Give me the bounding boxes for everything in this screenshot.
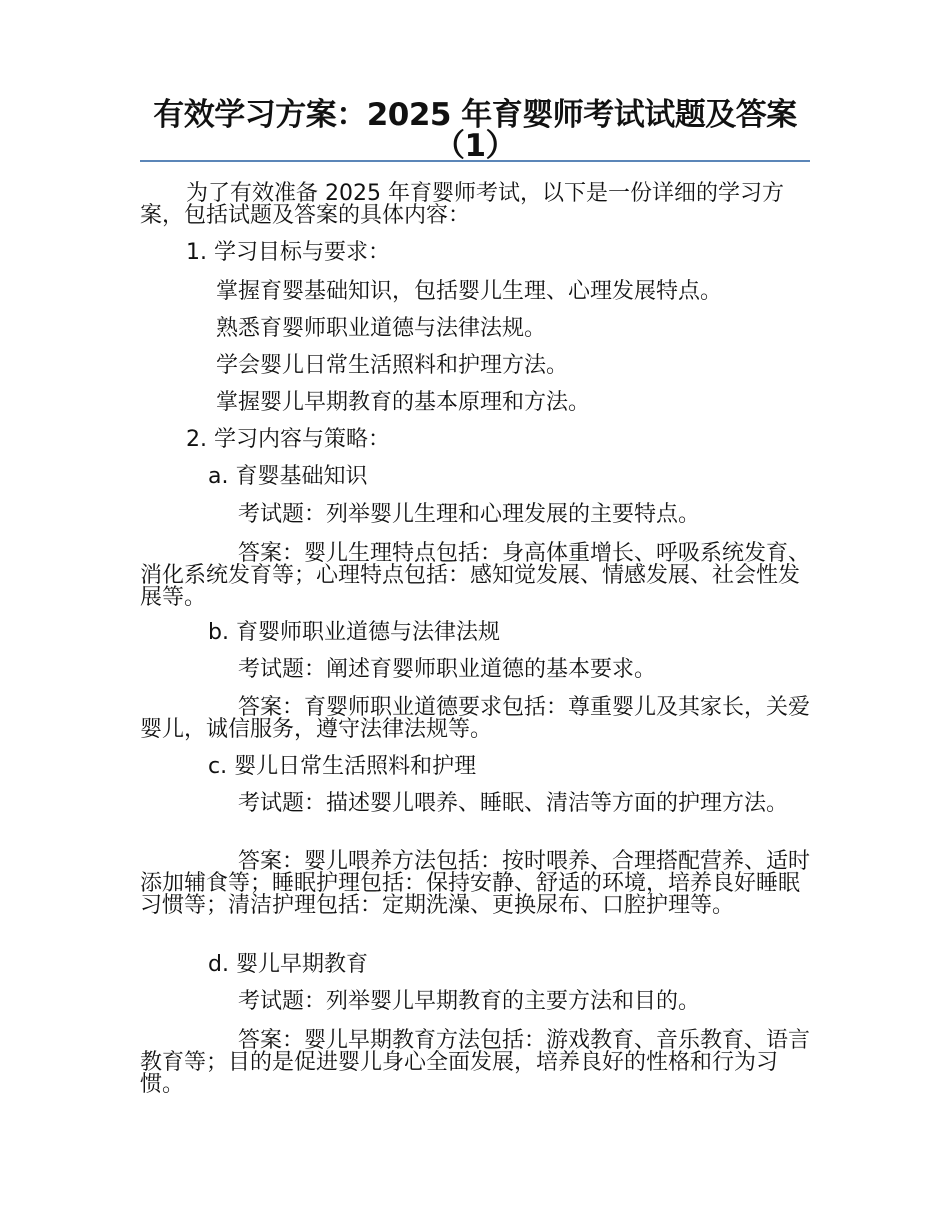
subsection-heading-b: b. 育婴师职业道德与法律法规 (208, 620, 500, 645)
section2-heading: 2. 学习内容与策略： (186, 427, 390, 452)
exam-answer-a: 答案：婴儿生理特点包括：身高体重增长、呼吸系统发育、消化系统发育等；心理特点包括：感知觉发展、情感发展、社会性发展等。 (140, 541, 811, 610)
section1-heading: 1. 学习目标与要求： (186, 240, 390, 265)
exam-answer-b: 答案：育婴师职业道德要求包括：尊重婴儿及其家长，关爱婴儿，诚信服务，遵守法律法规等。 (140, 695, 811, 742)
exam-question-a: 考试题：列举婴儿生理和心理发展的主要特点。 (238, 502, 701, 527)
intro-paragraph: 为了有效准备 2025 年育婴师考试，以下是一份详细的学习方案，包括试题及答案的具体内容： (140, 181, 784, 228)
title-underline (140, 160, 810, 162)
subsection-heading-d: d. 婴儿早期教育 (208, 952, 368, 977)
exam-answer-c: 答案：婴儿喂养方法包括：按时喂养、合理搭配营养、适时添加辅食等；睡眠护理包括：保持安静、舒适的环境，培养良好睡眠习惯等；清洁护理包括：定期洗澡、更换尿布、口腔护理等。 (140, 849, 811, 918)
goal-item: 学会婴儿日常生活照料和护理方法。 (216, 353, 569, 378)
exam-question-b: 考试题：阐述育婴师职业道德的基本要求。 (238, 657, 657, 682)
goal-item: 掌握婴儿早期教育的基本原理和方法。 (216, 390, 591, 415)
goal-item: 掌握育婴基础知识，包括婴儿生理、心理发展特点。 (216, 279, 723, 304)
goal-item: 熟悉育婴师职业道德与法律法规。 (216, 316, 547, 341)
subsection-heading-a: a. 育婴基础知识 (208, 464, 368, 489)
exam-question-c: 考试题：描述婴儿喂养、睡眠、清洁等方面的护理方法。 (238, 791, 789, 816)
subsection-heading-c: c. 婴儿日常生活照料和护理 (208, 754, 477, 779)
exam-question-d: 考试题：列举婴儿早期教育的主要方法和目的。 (238, 989, 701, 1014)
document-title: 有效学习方案：2025 年育婴师考试试题及答案（1） (153, 97, 797, 164)
exam-answer-d: 答案：婴儿早期教育方法包括：游戏教育、音乐教育、语言教育等；目的是促进婴儿身心全面发展，培养良好的性格和行为习惯。 (140, 1028, 811, 1097)
